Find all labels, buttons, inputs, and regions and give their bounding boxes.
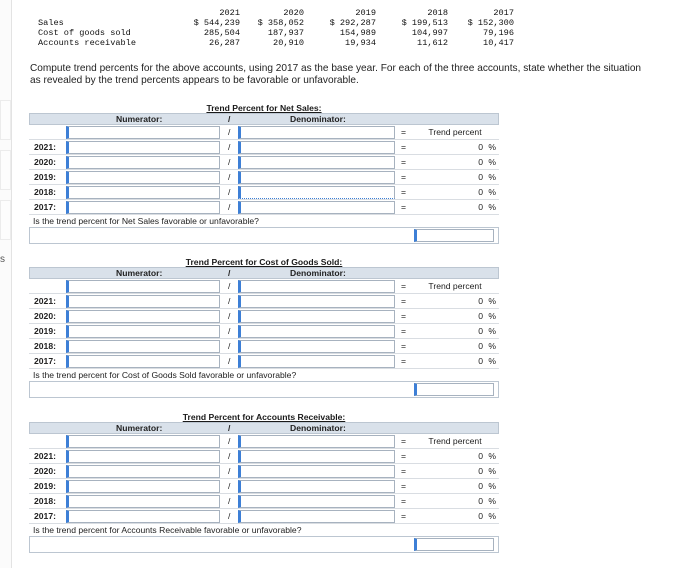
slash: / xyxy=(228,202,231,212)
numerator-input[interactable] xyxy=(66,171,220,184)
numerator-input[interactable] xyxy=(66,295,220,308)
cell: 154,989 xyxy=(339,28,376,38)
trend-value: 0 xyxy=(478,326,483,336)
header-row xyxy=(29,267,499,279)
cell: 20,910 xyxy=(273,38,304,48)
denominator-header: Denominator: xyxy=(290,423,346,433)
slash: / xyxy=(228,326,231,336)
denominator-header: Denominator: xyxy=(290,268,346,278)
numerator-input[interactable] xyxy=(66,465,220,478)
year-label: 2018: xyxy=(34,496,56,506)
denominator-input[interactable] xyxy=(238,465,395,478)
percent-sign: % xyxy=(488,356,496,366)
cell: $ 358,052 xyxy=(257,18,304,28)
percent-sign: % xyxy=(488,311,496,321)
equals-sign: = xyxy=(401,157,407,167)
year-label: 2017: xyxy=(34,356,56,366)
numerator-input[interactable] xyxy=(66,156,220,169)
cell: 104,997 xyxy=(411,28,448,38)
denominator-input[interactable] xyxy=(238,126,395,139)
numerator-input[interactable] xyxy=(66,435,220,448)
year-label: 2020: xyxy=(34,311,56,321)
denominator-input[interactable] xyxy=(238,156,395,169)
cell: $ 544,239 xyxy=(193,18,240,28)
block-title: Trend Percent for Accounts Receivable: xyxy=(182,412,346,422)
numerator-input[interactable] xyxy=(66,126,220,139)
cell: 79,196 xyxy=(483,28,514,38)
equals-sign: = xyxy=(401,341,407,351)
gutter-mark: s xyxy=(0,254,5,265)
denominator-input[interactable] xyxy=(238,450,395,463)
equals-sign: = xyxy=(401,187,407,197)
cell: 11,612 xyxy=(417,38,448,48)
slash: / xyxy=(228,157,231,167)
favorable-question: Is the trend percent for Net Sales favorable or unfavorable? xyxy=(33,216,259,226)
numerator-input[interactable] xyxy=(66,325,220,338)
percent-sign: % xyxy=(488,296,496,306)
trend-result xyxy=(413,140,499,155)
header-filler xyxy=(414,268,498,278)
percent-sign: % xyxy=(488,187,496,197)
equals-sign: = xyxy=(401,281,407,291)
year-header: 2021 xyxy=(219,8,240,18)
input-heading-row xyxy=(29,434,499,449)
year-row xyxy=(29,479,499,494)
year-label: 2019: xyxy=(34,481,56,491)
equals-sign: = xyxy=(401,436,407,446)
slash: / xyxy=(228,341,231,351)
trend-result xyxy=(413,155,499,170)
trend-value: 0 xyxy=(478,157,483,167)
denominator-input[interactable] xyxy=(238,325,395,338)
favorable-question: Is the trend percent for Cost of Goods Sold favorable or unfavorable? xyxy=(33,370,297,380)
trend-value: 0 xyxy=(478,202,483,212)
year-label: 2021: xyxy=(34,296,56,306)
favorable-answer-row xyxy=(29,227,499,244)
year-row xyxy=(29,155,499,170)
header-row xyxy=(29,113,499,125)
equals-sign: = xyxy=(401,451,407,461)
year-header: 2020 xyxy=(283,8,304,18)
input-heading-row xyxy=(29,125,499,140)
denominator-input[interactable] xyxy=(238,480,395,493)
year-row xyxy=(29,185,499,200)
trend-value: 0 xyxy=(478,496,483,506)
cell: 285,504 xyxy=(203,28,240,38)
slash-header: / xyxy=(228,114,231,124)
slash: / xyxy=(228,511,231,521)
favorable-select[interactable] xyxy=(414,383,494,396)
percent-sign: % xyxy=(488,157,496,167)
cell: 19,934 xyxy=(345,38,376,48)
slash: / xyxy=(228,172,231,182)
data-table xyxy=(38,8,514,48)
denominator-input[interactable] xyxy=(238,295,395,308)
slash: / xyxy=(228,281,231,291)
year-row xyxy=(29,309,499,324)
trend-result xyxy=(413,339,499,354)
equals-sign: = xyxy=(401,466,407,476)
row-label: Sales xyxy=(38,18,64,28)
header-row xyxy=(29,422,499,434)
year-row xyxy=(29,464,499,479)
denominator-input[interactable] xyxy=(238,280,395,293)
year-row xyxy=(29,140,499,155)
slash: / xyxy=(228,187,231,197)
numerator-input[interactable] xyxy=(66,495,220,508)
header-filler xyxy=(414,114,498,124)
slash: / xyxy=(228,436,231,446)
numerator-input[interactable] xyxy=(66,310,220,323)
percent-sign: % xyxy=(488,481,496,491)
cell: $ 199,513 xyxy=(401,18,448,28)
trend-result xyxy=(413,170,499,185)
equals-sign: = xyxy=(401,202,407,212)
numerator-input[interactable] xyxy=(66,201,220,214)
row-label: Accounts receivable xyxy=(38,38,136,48)
numerator-input[interactable] xyxy=(66,340,220,353)
year-header: 2017 xyxy=(493,8,514,18)
numerator-input[interactable] xyxy=(66,355,220,368)
trend-value: 0 xyxy=(478,311,483,321)
year-label: 2017: xyxy=(34,511,56,521)
equals-sign: = xyxy=(401,496,407,506)
numerator-input[interactable] xyxy=(66,141,220,154)
denominator-input[interactable] xyxy=(238,355,395,368)
numerator-input[interactable] xyxy=(66,510,220,523)
year-label: 2020: xyxy=(34,466,56,476)
percent-sign: % xyxy=(488,466,496,476)
equals-sign: = xyxy=(401,481,407,491)
numerator-input[interactable] xyxy=(66,480,220,493)
block-title: Trend Percent for Cost of Goods Sold: xyxy=(185,257,343,267)
row-label: Cost of goods sold xyxy=(38,28,131,38)
year-label: 2018: xyxy=(34,341,56,351)
denominator-input[interactable] xyxy=(238,171,395,184)
trend-result xyxy=(413,464,499,479)
year-row xyxy=(29,200,499,215)
numerator-input[interactable] xyxy=(66,186,220,199)
favorable-select[interactable] xyxy=(414,538,494,551)
input-heading-row xyxy=(29,279,499,294)
slash: / xyxy=(228,311,231,321)
denominator-input[interactable] xyxy=(238,340,395,353)
equals-sign: = xyxy=(401,511,407,521)
trend-result xyxy=(413,494,499,509)
trend-value: 0 xyxy=(478,356,483,366)
cell: 187,937 xyxy=(267,28,304,38)
year-label: 2019: xyxy=(34,326,56,336)
trend-value: 0 xyxy=(478,451,483,461)
trend-result xyxy=(413,479,499,494)
trend-result xyxy=(413,354,499,369)
numerator-header: Numerator: xyxy=(116,114,163,124)
data-table-row xyxy=(38,18,514,28)
trend-result xyxy=(413,309,499,324)
trend-result xyxy=(413,509,499,524)
year-row xyxy=(29,494,499,509)
year-label: 2017: xyxy=(34,202,56,212)
percent-sign: % xyxy=(488,511,496,521)
denominator-input[interactable] xyxy=(238,201,395,214)
slash-header: / xyxy=(228,423,231,433)
trend-value: 0 xyxy=(478,172,483,182)
percent-sign: % xyxy=(488,341,496,351)
gutter-tab xyxy=(0,200,11,240)
trend-value: 0 xyxy=(478,466,483,476)
equals-sign: = xyxy=(401,326,407,336)
question-text: Compute trend percents for the above accounts, using 2017 as the base year. For each of the three accounts, state whether the situation as revealed by the trend percents appears to be favorable or unfavorable. xyxy=(30,63,642,86)
denominator-input[interactable] xyxy=(238,310,395,323)
year-row xyxy=(29,339,499,354)
denominator-header: Denominator: xyxy=(290,114,346,124)
percent-sign: % xyxy=(488,451,496,461)
percent-sign: % xyxy=(488,202,496,212)
slash: / xyxy=(228,356,231,366)
trend-percent-header: Trend percent xyxy=(428,281,482,291)
block-title: Trend Percent for Net Sales: xyxy=(206,103,322,113)
trend-percent-header: Trend percent xyxy=(428,436,482,446)
trend-result xyxy=(413,449,499,464)
numerator-header: Numerator: xyxy=(116,423,163,433)
cell: 10,417 xyxy=(483,38,514,48)
trend-value: 0 xyxy=(478,142,483,152)
slash: / xyxy=(228,481,231,491)
slash: / xyxy=(228,496,231,506)
equals-sign: = xyxy=(401,356,407,366)
trend-value: 0 xyxy=(478,481,483,491)
denominator-input[interactable] xyxy=(238,435,395,448)
year-label: 2021: xyxy=(34,142,56,152)
denominator-input[interactable] xyxy=(238,141,395,154)
trend-result xyxy=(413,200,499,215)
year-label: 2019: xyxy=(34,172,56,182)
gutter-tab xyxy=(0,100,11,140)
year-row xyxy=(29,354,499,369)
slash: / xyxy=(228,142,231,152)
percent-sign: % xyxy=(488,496,496,506)
year-row xyxy=(29,294,499,309)
left-gutter xyxy=(0,0,12,568)
equals-sign: = xyxy=(401,172,407,182)
favorable-answer-row xyxy=(29,536,499,553)
trend-value: 0 xyxy=(478,187,483,197)
slash: / xyxy=(228,451,231,461)
equals-sign: = xyxy=(401,311,407,321)
trend-percent-header: Trend percent xyxy=(428,127,482,137)
equals-sign: = xyxy=(401,296,407,306)
numerator-input[interactable] xyxy=(66,450,220,463)
percent-sign: % xyxy=(488,142,496,152)
year-row xyxy=(29,509,499,524)
year-header: 2018 xyxy=(427,8,448,18)
numerator-header: Numerator: xyxy=(116,268,163,278)
favorable-question: Is the trend percent for Accounts Receivable favorable or unfavorable? xyxy=(33,525,302,535)
year-label: 2018: xyxy=(34,187,56,197)
denominator-input[interactable] xyxy=(238,495,395,508)
denominator-input[interactable] xyxy=(238,186,395,199)
slash: / xyxy=(228,127,231,137)
data-table-row xyxy=(38,28,514,38)
trend-result xyxy=(413,185,499,200)
year-label: 2020: xyxy=(34,157,56,167)
trend-result xyxy=(413,324,499,339)
denominator-input[interactable] xyxy=(238,510,395,523)
slash: / xyxy=(228,466,231,476)
cell: $ 152,300 xyxy=(467,18,514,28)
favorable-select[interactable] xyxy=(414,229,494,242)
equals-sign: = xyxy=(401,142,407,152)
data-table-row xyxy=(38,38,514,48)
year-label: 2021: xyxy=(34,451,56,461)
year-row xyxy=(29,449,499,464)
cell: $ 292,287 xyxy=(329,18,376,28)
percent-sign: % xyxy=(488,172,496,182)
trend-result xyxy=(413,294,499,309)
numerator-input[interactable] xyxy=(66,280,220,293)
percent-sign: % xyxy=(488,326,496,336)
slash: / xyxy=(228,296,231,306)
favorable-answer-row xyxy=(29,381,499,398)
trend-value: 0 xyxy=(478,296,483,306)
cell: 26,287 xyxy=(209,38,240,48)
trend-value: 0 xyxy=(478,341,483,351)
data-table-header xyxy=(38,8,514,18)
year-header: 2019 xyxy=(355,8,376,18)
trend-value: 0 xyxy=(478,511,483,521)
year-row xyxy=(29,324,499,339)
gutter-tab xyxy=(0,150,11,190)
slash-header: / xyxy=(228,268,231,278)
year-row xyxy=(29,170,499,185)
header-filler xyxy=(414,423,498,433)
equals-sign: = xyxy=(401,127,407,137)
